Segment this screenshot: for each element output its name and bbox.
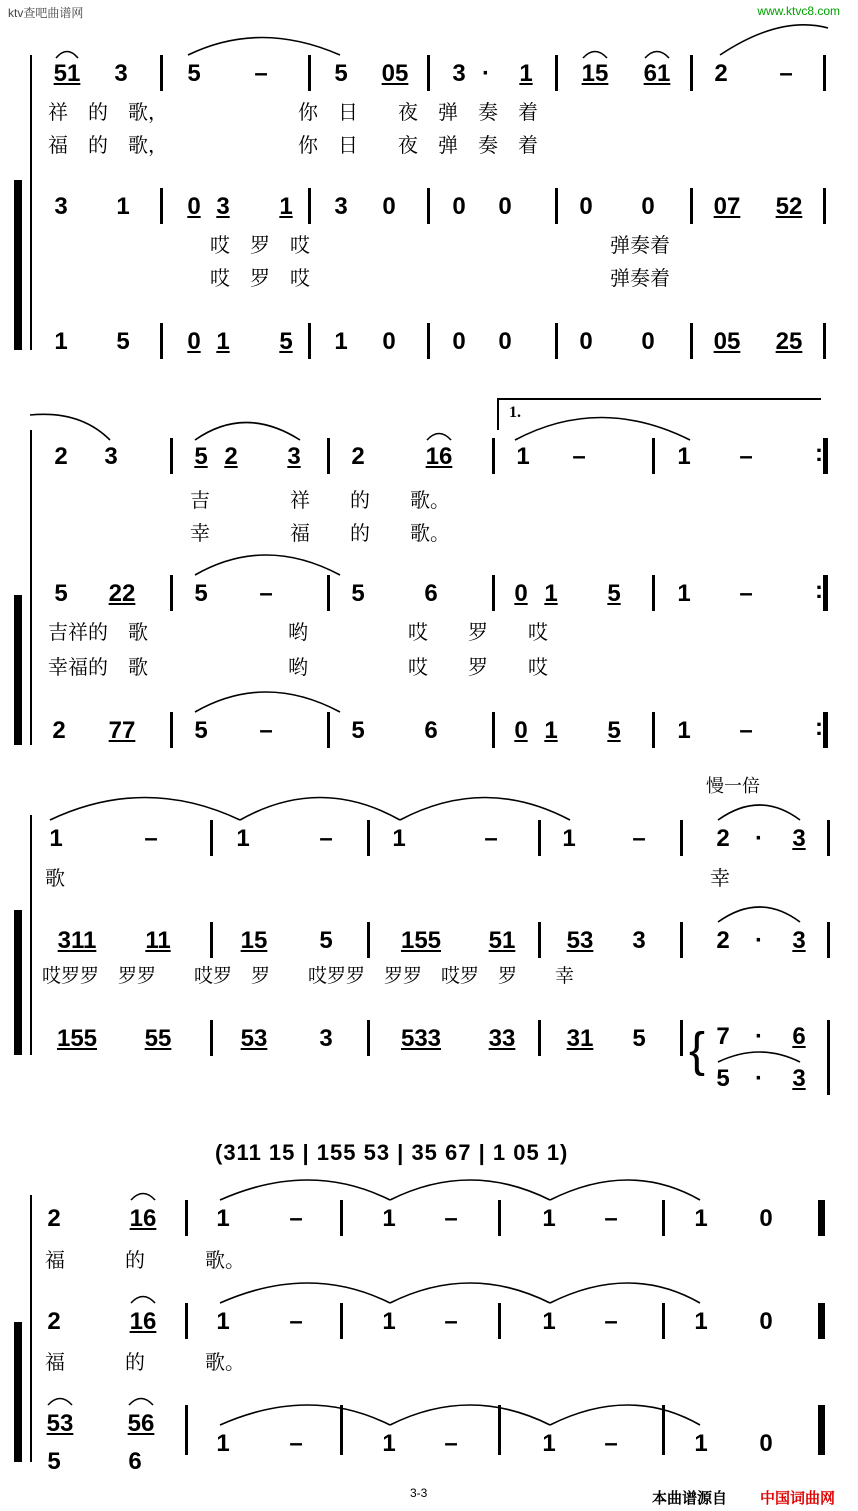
note: – [444,1308,458,1335]
note: 16 [425,443,453,470]
note: 6 [424,717,438,744]
barline [498,1405,501,1455]
note: 1 [544,580,558,607]
note: 0 [382,193,396,220]
barline [340,1200,343,1236]
slur-arc [427,434,451,441]
note: 1 [516,443,530,470]
barline [210,820,213,856]
barline [492,575,495,611]
barline [555,55,558,91]
barline [327,575,330,611]
tie-arc [240,798,400,821]
tie-arc [400,798,570,821]
lyric-line: 哎 罗 哎 弹奏着 [210,266,670,290]
barline [652,712,655,748]
brace-chord-glyph: { [688,1024,706,1077]
note: 15 [240,927,268,954]
page-number: 3-3 [410,1486,428,1500]
note: 5 [47,1448,61,1475]
note: – [779,60,793,87]
note: – [319,825,333,852]
note: 1 [334,328,348,355]
final-barline [818,1200,825,1236]
slur-arc [56,52,78,59]
note: 15 [581,60,609,87]
note: 3 [792,825,806,852]
barline [367,820,370,856]
barline [652,575,655,611]
barline [427,188,430,224]
slur-arc [131,1194,155,1201]
note: 51 [488,927,516,954]
note: 31 [566,1025,594,1052]
note: 2 [351,443,365,470]
barline [427,323,430,359]
note: 22 [108,580,136,607]
slur-arc [131,1297,155,1304]
site-header-left: ktv查吧曲谱网 [8,6,84,20]
barline [327,712,330,748]
note: – [259,717,273,744]
note: 5 [319,927,333,954]
repeat-dots: : [815,440,823,467]
note: – [259,580,273,607]
staff-1-3 [0,328,858,388]
barline [823,712,828,748]
note: 1 [382,1205,396,1232]
note: 5 [607,717,621,744]
barline [170,438,173,474]
final-barline [818,1405,825,1455]
barline [662,1200,665,1236]
barline [538,922,541,958]
note: 6 [128,1448,142,1475]
staff-2-3 [0,714,858,777]
note: 3 [319,1025,333,1052]
barline [498,1200,501,1236]
tie-arc [195,423,300,441]
note: 0 [187,193,201,220]
note: 0 [579,193,593,220]
lyric-line: 福 的 歌， 你 日 夜 弹 奏 着 [48,133,538,157]
note: · [482,60,490,87]
repeat-dots: : [815,714,823,741]
tie-arc [188,38,340,56]
tie-arc [550,1180,700,1200]
barline [427,55,430,91]
barline [827,922,830,958]
note: 2 [716,825,730,852]
note: 5 [607,580,621,607]
note: 3 [114,60,128,87]
lyric-line: 福 的 歌。 [45,1248,245,1272]
note: 0 [498,328,512,355]
note: 1 [216,1205,230,1232]
tie-arc [390,1180,550,1200]
note: 16 [129,1205,157,1232]
barline [827,1020,830,1095]
note: 0 [452,328,466,355]
note: – [572,443,586,470]
note: 1 [694,1205,708,1232]
note: 3 [216,193,230,220]
note: 1 [542,1308,556,1335]
note: 0 [759,1308,773,1335]
barline [690,55,693,91]
note: 11 [145,927,171,954]
note: 3 [792,1065,806,1092]
note: 1 [542,1430,556,1457]
staff-4-3 [0,1410,858,1475]
barline [827,820,830,856]
note: 1 [116,193,130,220]
tie-arc [220,1283,390,1303]
barline [662,1303,665,1339]
note: – [739,443,753,470]
note: 1 [677,580,691,607]
note: 1 [49,825,63,852]
barline [308,188,311,224]
final-barline [818,1303,825,1339]
tie-arc [195,692,340,712]
lyric-line: 歌 [45,866,65,890]
note: 5 [334,60,348,87]
note: 6 [424,580,438,607]
barline [185,1405,188,1455]
lyric-line: 哎罗罗 罗罗 哎罗 罗 哎罗罗 罗罗 哎罗 罗 幸 [42,965,575,987]
source-site[interactable]: 中国词曲网 [760,1489,836,1507]
note: 2 [52,717,66,744]
barline [538,1020,541,1056]
note: – [739,717,753,744]
barline [327,438,330,474]
barline [823,323,826,359]
barline [160,188,163,224]
note: 0 [759,1430,773,1457]
note: 5 [54,580,68,607]
staff-3-3 [0,1023,858,1092]
note: 1 [216,328,230,355]
note: 05 [381,60,409,87]
note: – [254,60,268,87]
note: 3 [334,193,348,220]
barline [308,323,311,359]
barline [498,1303,501,1339]
note: – [289,1308,303,1335]
note: 2 [47,1205,61,1232]
note: 3 [104,443,118,470]
note: – [604,1205,618,1232]
note: 1 [382,1308,396,1335]
note: 51 [53,60,81,87]
note: 2 [714,60,728,87]
note: 533 [400,1025,442,1052]
slur-arc [48,1399,72,1406]
note: 1 [279,193,293,220]
barline [680,820,683,856]
repeat-dots: : [815,577,823,604]
note: 0 [187,328,201,355]
tempo-marking: 慢一倍 [706,776,760,797]
barline [340,1405,343,1455]
note: 16 [129,1308,157,1335]
tie-arc [220,1180,390,1200]
note: 1 [562,825,576,852]
site-header-right: www.ktvc8.com [757,4,840,18]
barline [823,438,828,474]
note: 7 [716,1023,730,1050]
note: 1 [542,1205,556,1232]
barline [160,323,163,359]
note: 77 [108,717,136,744]
tie-arc [550,1283,700,1303]
barline [308,55,311,91]
barline [652,438,655,474]
note: 53 [240,1025,268,1052]
slur-arc [645,52,669,59]
note: – [144,825,158,852]
note: – [289,1430,303,1457]
note: 3 [54,193,68,220]
note: 0 [382,328,396,355]
note: · [755,1065,763,1092]
volta-bracket: 1. [497,398,821,430]
note: – [739,580,753,607]
note: 1 [677,443,691,470]
note: 1 [392,825,406,852]
note: 3 [632,927,646,954]
note: 0 [641,328,655,355]
note: 07 [713,193,741,220]
barline [555,188,558,224]
note: 3 [452,60,466,87]
note: 5 [351,580,365,607]
note: 2 [224,443,238,470]
note: 3 [287,443,301,470]
note: 5 [116,328,130,355]
note: 1 [694,1308,708,1335]
note: 0 [759,1205,773,1232]
lyric-line: 幸 福 的 歌。 [190,521,450,545]
note: 6 [792,1023,806,1050]
note: 5 [632,1025,646,1052]
lyric-line: 吉祥的 歌 哟 哎 罗 哎 [48,620,548,644]
barline [538,820,541,856]
note: 0 [641,193,655,220]
barline [160,55,163,91]
slur-arc [583,52,607,59]
lyric-line: 福 的 歌。 [45,1350,245,1374]
note: 56 [127,1410,155,1437]
note: 52 [775,193,803,220]
note: 1 [54,328,68,355]
instrumental-interlude: (311 15 | 155 53 | 35 67 | 1 05 1) [215,1140,569,1165]
note: 2 [47,1308,61,1335]
barline [170,712,173,748]
note: – [632,825,646,852]
barline [680,922,683,958]
note: – [289,1205,303,1232]
lyric-line: 吉 祥 的 歌。 [190,488,450,512]
note: 1 [677,717,691,744]
note: 0 [579,328,593,355]
barline [340,1303,343,1339]
note: 05 [713,328,741,355]
tie-arc [718,907,800,922]
note: 0 [452,193,466,220]
note: 5 [194,717,208,744]
note: – [444,1205,458,1232]
note: 3 [792,927,806,954]
note: 25 [775,328,803,355]
note: 0 [514,717,528,744]
lyric-line: 幸福的 歌 哟 哎 罗 哎 [48,655,548,679]
note: 61 [643,60,671,87]
note: · [755,927,763,954]
note: · [755,825,763,852]
note: 53 [566,927,594,954]
lyric-line: 哎 罗 哎 弹奏着 [210,233,670,257]
barline [690,188,693,224]
slur-arc [129,1399,153,1406]
barline [823,575,828,611]
tie-arc [50,798,240,821]
source-label: 本曲谱源自 [652,1490,728,1507]
note: 1 [236,825,250,852]
note: 5 [351,717,365,744]
note: 0 [498,193,512,220]
barline [210,1020,213,1056]
note: 2 [716,927,730,954]
tie-arc [195,555,340,575]
barline [367,922,370,958]
barline [367,1020,370,1056]
tie-arc [30,414,110,440]
note: 0 [514,580,528,607]
note: – [604,1430,618,1457]
note: 1 [519,60,533,87]
note: – [604,1308,618,1335]
barline [555,323,558,359]
note: 2 [54,443,68,470]
note: 155 [400,927,442,954]
barline [185,1303,188,1339]
note: 155 [56,1025,98,1052]
note: 1 [216,1308,230,1335]
barline [492,712,495,748]
barline [662,1405,665,1455]
tie-arc [718,805,800,820]
barline [185,1200,188,1236]
barline [823,55,826,91]
note: 1 [216,1430,230,1457]
barline [823,188,826,224]
barline [690,323,693,359]
note: · [755,1023,763,1050]
barline [170,575,173,611]
lyric-line: 祥 的 歌， 你 日 夜 弹 奏 着 [48,100,538,124]
tie-arc [720,25,828,55]
barline [492,438,495,474]
tie-arc [390,1283,550,1303]
note: 5 [716,1065,730,1092]
lyric-line: 幸 [710,866,730,890]
note: 5 [279,328,293,355]
note: 1 [382,1430,396,1457]
note: 1 [694,1430,708,1457]
note: 55 [144,1025,172,1052]
note: 33 [488,1025,516,1052]
note: 311 [57,927,97,954]
note: – [444,1430,458,1457]
barline [210,922,213,958]
note: 5 [187,60,201,87]
note: 1 [544,717,558,744]
note: 5 [194,580,208,607]
note: 5 [194,443,208,470]
note: 53 [46,1410,74,1437]
note: – [484,825,498,852]
barline [680,1020,683,1056]
